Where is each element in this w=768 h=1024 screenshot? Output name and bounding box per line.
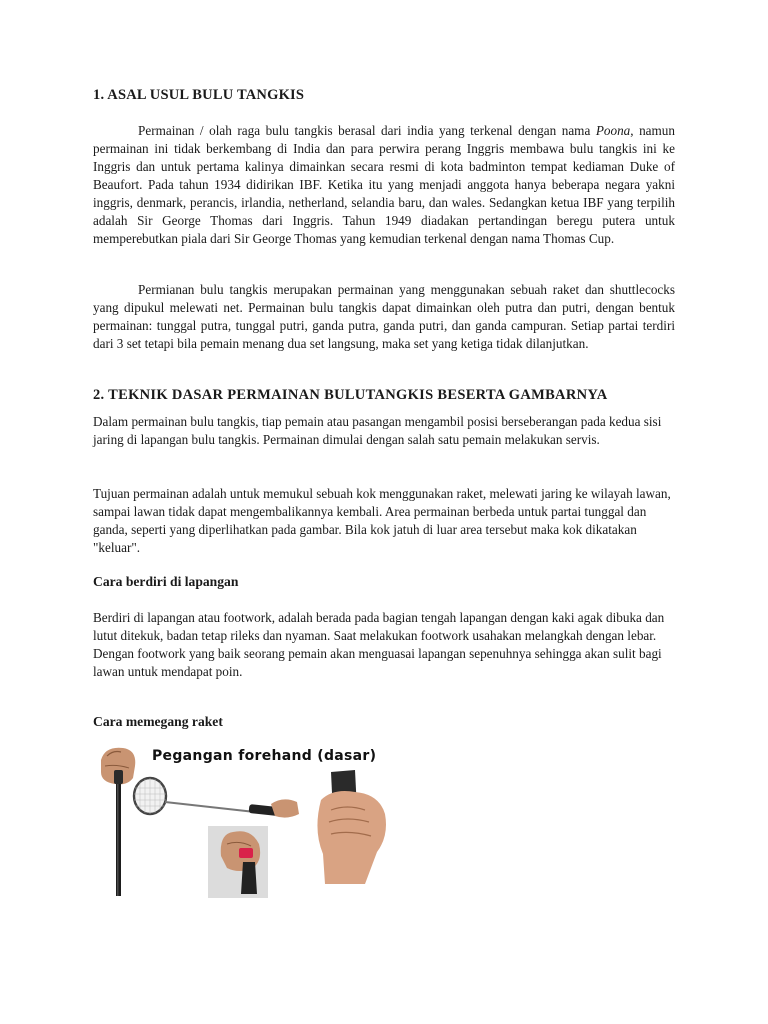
section-2-heading: 2. TEKNIK DASAR PERMAINAN BULUTANGKIS BESERTA GAMBARNYA xyxy=(93,387,608,403)
section-1-paragraph-1 xyxy=(93,122,675,248)
p1-italic-term: Poona xyxy=(595,123,631,138)
p1-text-end: , namun permainan ini tidak berkembang di India dan para perwira perang Inggris membawa bulu tangkis ini ke Inggris dan untuk pertama kalinya dimainkan secara resmi di kota badminton tempat kediaman Duke of Beaufort. Pada tahun 1934 didirikan IBF. Ketika itu yang menjadi anggota hanya beberapa negara yakni inggris, denmark, perancis, irlandia, netherland, selandia baru, dan wales. Sedangkan ketua IBF yang terpilih adalah Sir George Thomas dari Inggris. Tahun 1949 diadakan pertandingan beregu putera untuk memperebutkan piala dari Sir George Thomas yang kemudian terkenal dengan nama Thomas Cup. xyxy=(93,123,675,246)
figure-caption: Pegangan forehand (dasar) xyxy=(152,748,377,764)
section-1-paragraph-2: Permianan bulu tangkis merupakan permainan yang menggunakan sebuah raket dan shuttlecocks yang dipukul melewati net. Permainan bulu tangkis dapat dimainkan oleh putra dan putri, dengan bentuk permainan: tunggal putra, tunggal putri, ganda putra, ganda putri, dan ganda campuran. Setiap partai terdiri dari 3 set tetapi bila pemain menang dua set langsung, maka set yang ketiga tidak dilanjutkan. xyxy=(93,282,675,351)
section-2-paragraph-2: Tujuan permainan adalah untuk memukul sebuah kok menggunakan raket, melewati jaring ke wilayah lawan, sampai lawan tidak dapat mengembalikannya kembali. Area permainan berbeda untuk partai tunggal dan ganda, seperti yang diperlihatkan pada gambar. Bila kok jatuh di luar area tersebut maka kok dikatakan "keluar". xyxy=(93,486,671,555)
fist-grip-image xyxy=(305,764,401,900)
section-1-heading: 1. ASAL USUL BULU TANGKIS xyxy=(93,87,305,103)
racket-image xyxy=(134,778,299,818)
hand-grip-closeup-image xyxy=(208,826,268,898)
p1-text-start: Permainan / olah raga bulu tangkis berasal dari india yang terkenal dengan nama xyxy=(138,123,596,138)
subheading-cara-berdiri: Cara berdiri di lapangan xyxy=(93,574,239,589)
hand-holding-racket-vertical-image xyxy=(101,748,135,896)
racket-grip-figure xyxy=(93,744,403,904)
footwork-paragraph: Berdiri di lapangan atau footwork, adalah berada pada bagian tengah lapangan dengan kaki agak dibuka dan lutut ditekuk, badan tetap rileks dan nyaman. Saat melakukan footwork usahakan melangkah dengan lebar. Dengan footwork yang baik seorang pemain akan menguasai lapangan sepenuhnya sehingga akan sulit bagi lawan untuk mendapat poin. xyxy=(93,610,665,679)
subheading-cara-memegang-raket: Cara memegang raket xyxy=(93,714,223,729)
section-2-paragraph-1: Dalam permainan bulu tangkis, tiap pemain atau pasangan mengambil posisi berseberangan pada kedua sisi jaring di lapangan bulu tangkis. Permainan dimulai dengan salah satu pemain melakukan servis. xyxy=(93,414,662,447)
